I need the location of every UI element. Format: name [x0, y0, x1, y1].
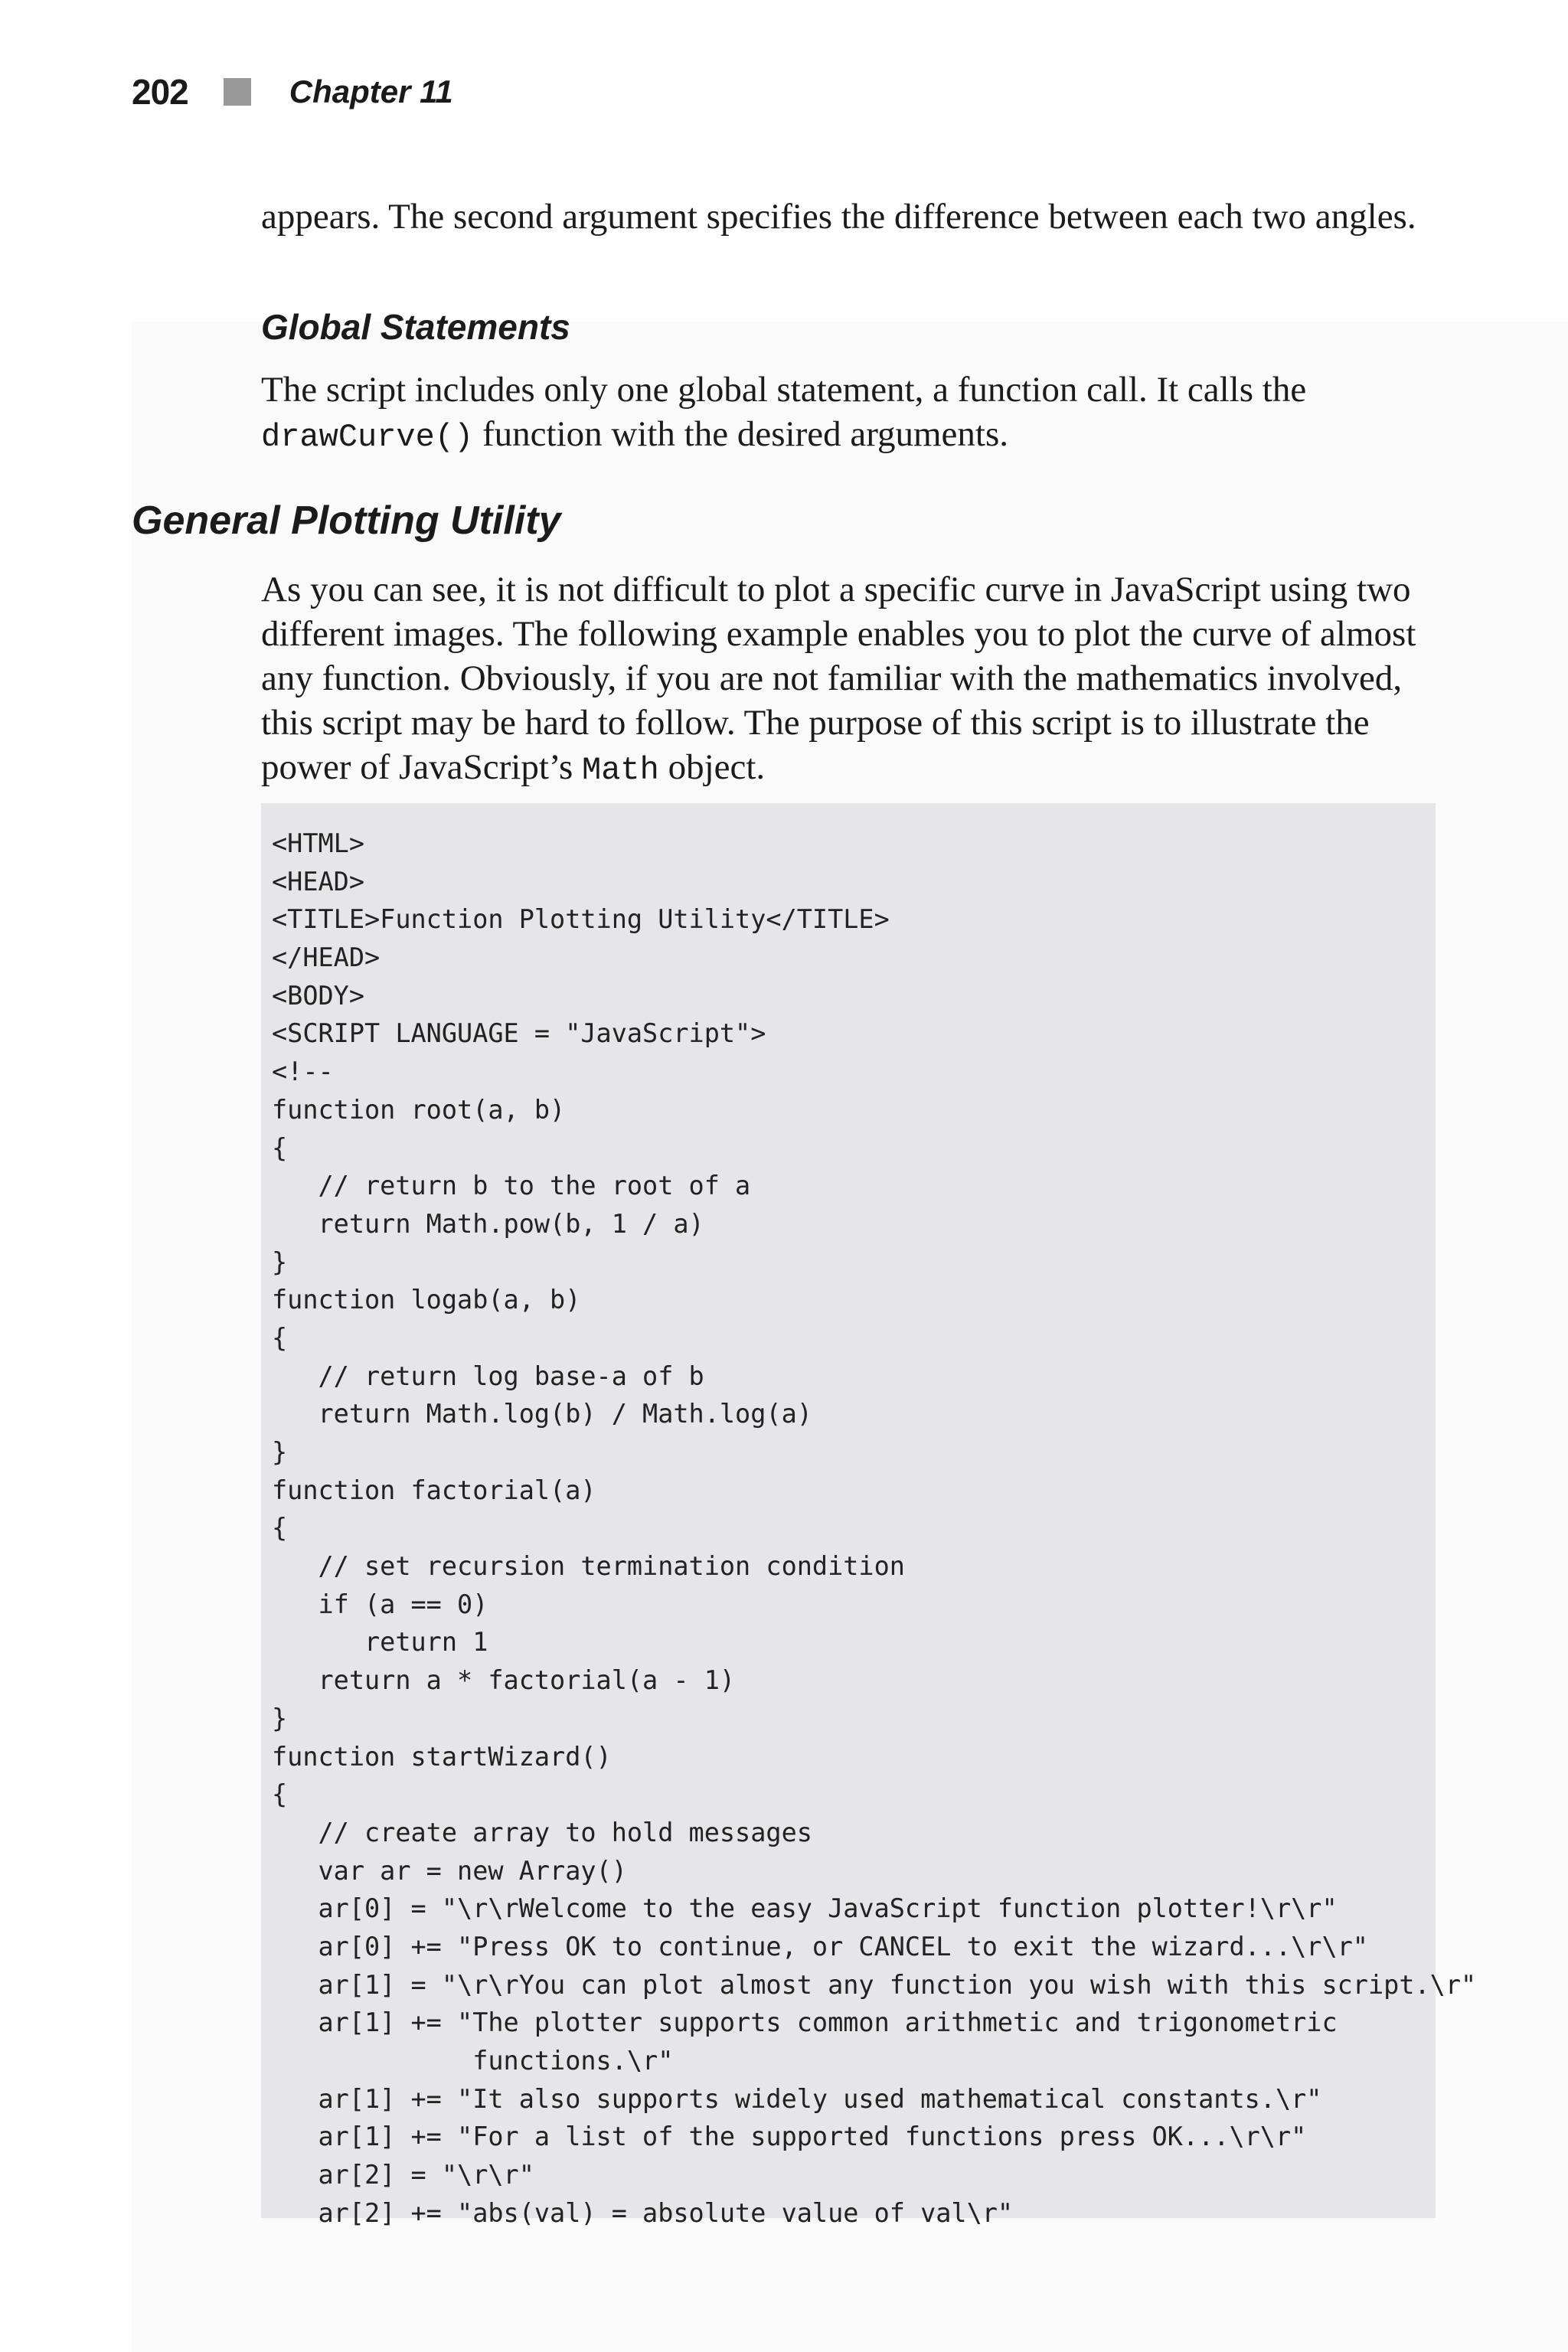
code-line: ar[1] += "For a list of the supported functions press OK...\r\r" [272, 2122, 1307, 2152]
page-header [132, 67, 453, 116]
code-line: var ar = new Array() [272, 1855, 627, 1886]
square-marker-icon [224, 78, 251, 106]
code-line: if (a == 0) [272, 1589, 488, 1619]
inline-code-math: Math [581, 752, 659, 789]
code-line: ar[1] += "It also supports widely used mathematical constants.\r" [272, 2083, 1322, 2114]
code-line: { [272, 1779, 288, 1810]
global-statements-paragraph [261, 368, 1440, 459]
section-text-before: As you can see, it is not difficult to plot a specific curve in JavaScript using two different images. The following example enables you to plot the curve of almost any function. Obviously, if you are not familiar with the mathematics involved, this script may be hard to follow. The purpose of this script is to illustrate the power of JavaScript’s [261, 570, 1416, 787]
code-line: </HEAD> [272, 942, 381, 973]
code-line: ar[2] += "abs(val) = absolute value of val\r" [272, 2197, 1014, 2228]
code-line: // return b to the root of a [272, 1171, 751, 1201]
code-line: return a * factorial(a - 1) [272, 1665, 736, 1696]
code-line: } [272, 1437, 288, 1467]
code-line: <HTML> [272, 828, 365, 858]
code-line: } [272, 1246, 288, 1277]
code-line: { [272, 1322, 288, 1353]
code-line: <!-- [272, 1057, 334, 1087]
code-line: // return log base-a of b [272, 1361, 704, 1391]
code-line: functions.\r" [272, 2046, 674, 2076]
code-line: ar[0] += "Press OK to continue, or CANCEL to exit the wizard...\r\r" [272, 1931, 1368, 1962]
section-text-after: object. [658, 747, 766, 787]
code-line: ar[1] = "\r\rYou can plot almost any function you wish with this script.\r" [272, 1969, 1477, 2000]
code-line: <HEAD> [272, 866, 365, 897]
code-line: return Math.pow(b, 1 / a) [272, 1208, 704, 1239]
code-line: return Math.log(b) / Math.log(a) [272, 1399, 812, 1429]
code-line: <BODY> [272, 980, 365, 1011]
code-line: function factorial(a) [272, 1475, 596, 1505]
code-line: ar[1] += "The plotter supports common arithmetic and trigonometric [272, 2007, 1338, 2038]
chapter-label: Chapter 11 [289, 74, 453, 109]
code-line: <SCRIPT LANGUAGE = "JavaScript"> [272, 1018, 766, 1049]
section-paragraph [261, 567, 1440, 792]
code-line: // set recursion termination condition [272, 1551, 905, 1582]
section-heading: General Plotting Utility [132, 498, 561, 543]
code-line: <TITLE>Function Plotting Utility</TITLE> [272, 904, 890, 935]
code-line: // create array to hold messages [272, 1817, 812, 1847]
code-line: { [272, 1513, 288, 1544]
code-line: ar[0] = "\r\rWelcome to the easy JavaScript function plotter!\r\r" [272, 1893, 1338, 1924]
code-line: return 1 [272, 1627, 488, 1658]
code-line: function logab(a, b) [272, 1285, 581, 1315]
global-statements-text-before: The script includes only one global statement, a function call. It calls the [261, 370, 1307, 410]
code-line: ar[2] = "\r\r" [272, 2160, 534, 2190]
intro-paragraph: appears. The second argument specifies the difference between each two angles. [261, 197, 1416, 237]
code-line: function root(a, b) [272, 1094, 566, 1125]
global-statements-text-after: function with the desired arguments. [473, 414, 1009, 454]
code-line: } [272, 1703, 288, 1733]
code-listing [261, 803, 1477, 2228]
global-statements-heading: Global Statements [261, 307, 570, 347]
code-line: { [272, 1132, 288, 1163]
inline-code-drawcurve: drawCurve() [261, 419, 474, 456]
code-line: function startWizard() [272, 1741, 612, 1772]
page-number: 202 [132, 72, 188, 112]
